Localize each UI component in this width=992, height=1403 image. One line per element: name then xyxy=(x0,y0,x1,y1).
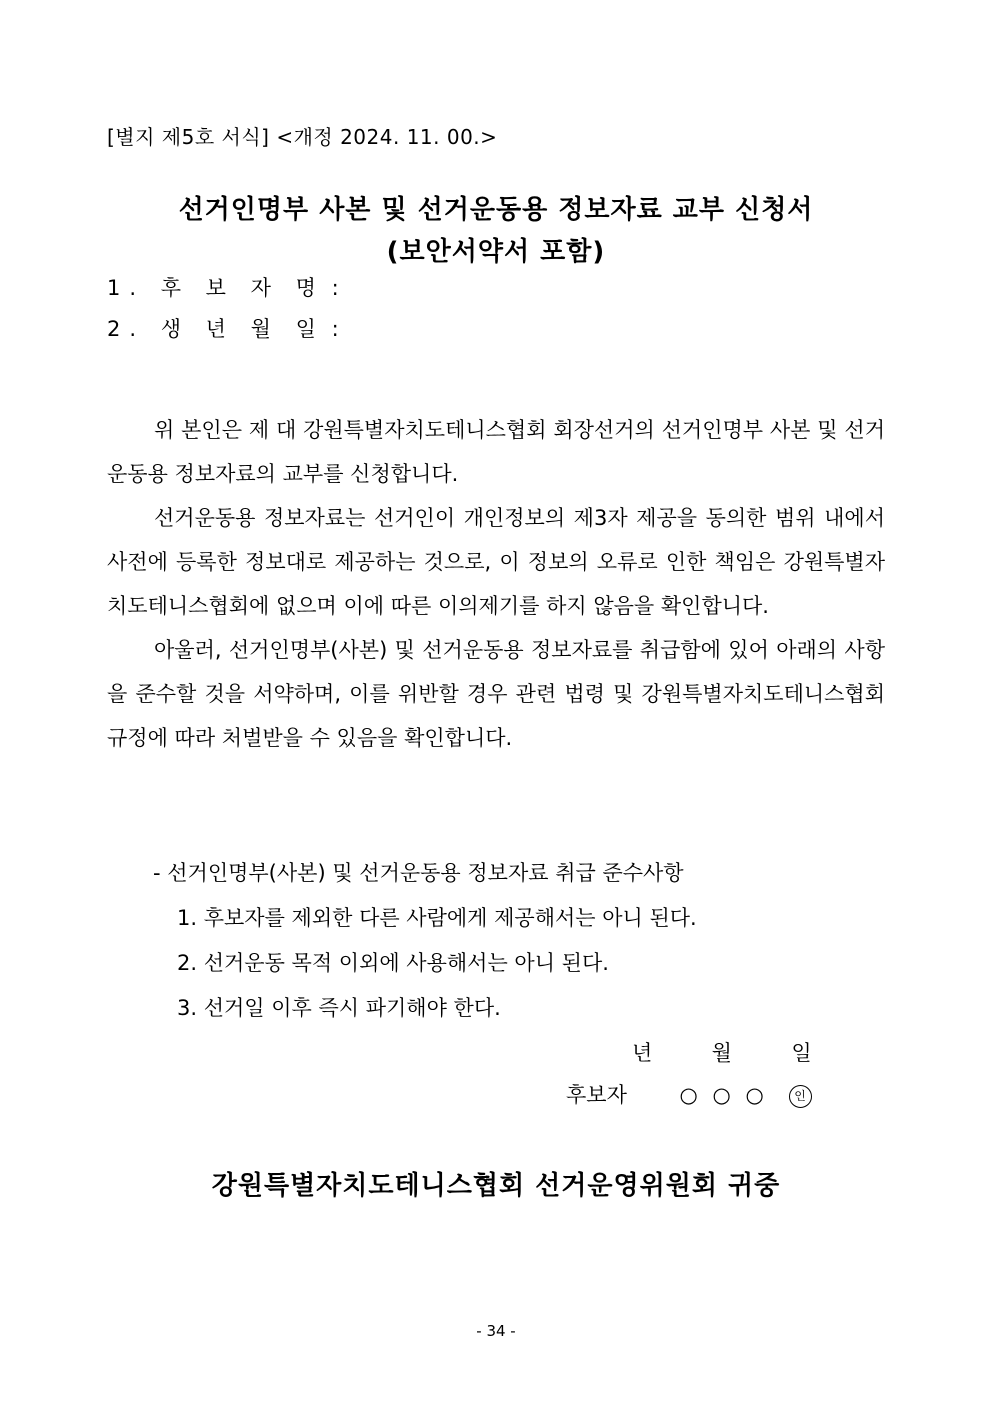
field-colon: : xyxy=(331,317,339,341)
field-candidate-name xyxy=(107,272,339,302)
signature-line xyxy=(566,1079,812,1109)
field-label: 1. 후 보 자 명 xyxy=(107,276,325,300)
paragraph-pledge: 아울러, 선거인명부(사본) 및 선거운동용 정보자료를 취급함에 있어 아래의 사항을 준수할 것을 서약하며, 이를 위반할 경우 관련 법령 및 강원특별자치도테니스협회 규정에 따라 처벌받을 수 있음을 확인합니다. xyxy=(107,638,885,750)
field-birth-date xyxy=(107,313,339,343)
form-header: [별지 제5호 서식] <개정 2024. 11. 00.> xyxy=(107,125,498,149)
declaration-body xyxy=(107,408,885,760)
recipient-org: 강원특별자치도테니스협회 선거운영위원회 귀중 xyxy=(211,1171,781,1201)
name-placeholder: ○ ○ ○ xyxy=(679,1083,768,1107)
document-title: 선거인명부 사본 및 선거운동용 정보자료 교부 신청서 xyxy=(178,195,814,225)
signature-label: 후보자 xyxy=(566,1083,627,1107)
rules-heading: - 선거인명부(사본) 및 선거운동용 정보자료 취급 준수사항 xyxy=(153,861,684,885)
page-number: - 34 - xyxy=(476,1322,516,1340)
paragraph-liability: 선거운동용 정보자료는 선거인이 개인정보의 제3자 제공을 동의한 범위 내에서 사전에 등록한 정보대로 제공하는 것으로, 이 정보의 오류로 인한 책임은 강원특별자치도테니스협회에 없으며 이에 따른 이의제기를 하지 않음을 확인합니다. xyxy=(107,506,885,618)
date-month: 월 xyxy=(711,1041,732,1065)
date-year: 년 xyxy=(632,1041,653,1065)
rule-item: 3. 선거일 이후 즉시 파기해야 한다. xyxy=(177,996,501,1020)
rule-item: 1. 후보자를 제외한 다른 사람에게 제공해서는 아니 된다. xyxy=(177,906,697,930)
rule-item: 2. 선거운동 목적 이외에 사용해서는 아니 된다. xyxy=(177,951,609,975)
date-day: 일 xyxy=(791,1041,812,1065)
paragraph-application: 위 본인은 제 대 강원특별자치도테니스협회 회장선거의 선거인명부 사본 및 선거운동용 정보자료의 교부를 신청합니다. xyxy=(107,418,885,486)
date-line xyxy=(632,1037,812,1067)
handling-rules xyxy=(153,851,697,1031)
document-subtitle: (보안서약서 포함) xyxy=(386,237,606,267)
seal-mark: 인 xyxy=(789,1085,812,1108)
field-colon: : xyxy=(331,276,339,300)
field-label: 2. 생 년 월 일 xyxy=(107,317,325,341)
